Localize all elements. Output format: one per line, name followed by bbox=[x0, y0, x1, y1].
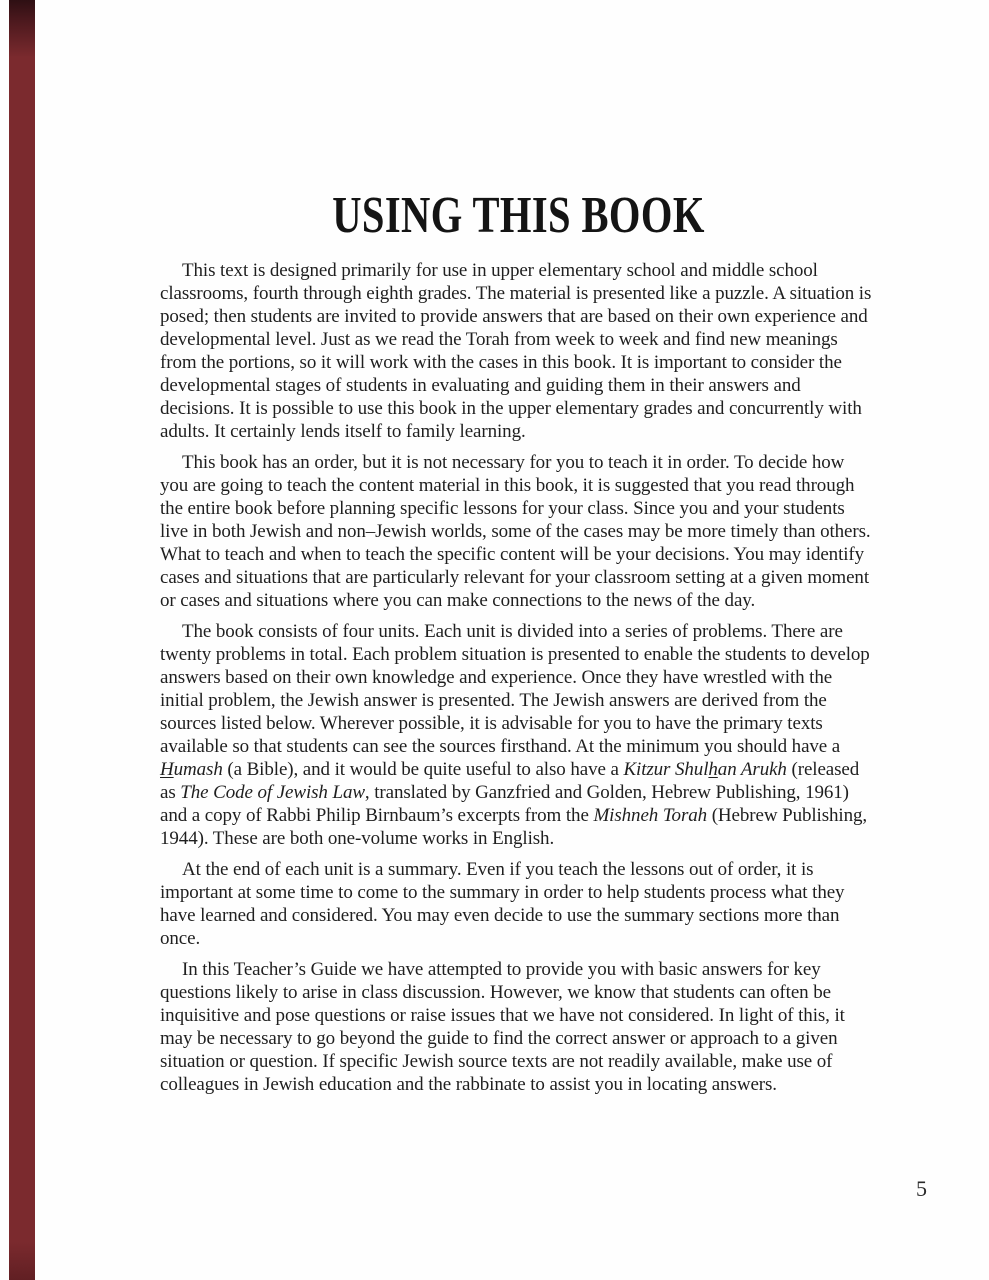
emphasized-text: Mishneh Torah bbox=[593, 805, 708, 826]
body-text-segment: At the end of each unit is a summary. Even if you teach the lessons out of order, it is important at some time to come to the summary in order to help students process what they have learned and considered. You may even decide to use the summary sections more than once. bbox=[160, 859, 845, 949]
emphasized-text: umash bbox=[173, 759, 223, 780]
emphasized-text: an Arukh bbox=[717, 759, 787, 780]
emphasized-text: Kitzur Shul bbox=[623, 759, 709, 780]
paragraph bbox=[160, 858, 877, 950]
body-text-segment: (Hebrew Publishing, 1944). These are both one-volume works in English. bbox=[160, 805, 868, 849]
book-spine-edge bbox=[9, 0, 35, 1280]
body-text-segment: , translated by Ganzfried and Golden, Hebrew Publishing, 1961) and a copy of Rabbi Philip Birnbaum’s excerpts from the bbox=[160, 782, 849, 826]
page-title: USING THIS BOOK bbox=[332, 187, 705, 244]
body-text-segment: (a Bible), and it would be quite useful to also have a bbox=[222, 759, 624, 780]
paragraph bbox=[160, 958, 877, 1096]
body-text-segment: This book has an order, but it is not necessary for you to teach it in order. To decide how you are going to teach the content material in this book, it is suggested that you read through the entire book before planning specific lessons for your class. Since you and your students live in both Jewish and non–Jewish worlds, some of the cases may be more timely than others. What to teach and when to teach the specific content will be your decisions. You may identify cases and situations that are particularly relevant for your classroom setting at a given moment or cases and situations where you can make connections to the news of the day. bbox=[160, 452, 871, 611]
body-text-segment: This text is designed primarily for use in upper elementary school and middle school classrooms, fourth through eighth grades. The material is presented like a puzzle. A situation is posed; then students are invited to provide answers that are based on their own experience and developmental level. Just as we read the Torah from week to week and find new meanings from the portions, so it will work with the cases in this book. It is important to consider the developmental stages of students in evaluating and guiding them in their answers and decisions. It is possible to use this book in the upper elementary grades and concurrently with adults. It certainly lends itself to family learning. bbox=[160, 260, 872, 442]
body-text-segment: (released as bbox=[160, 759, 860, 803]
emphasized-text: h bbox=[708, 759, 718, 780]
paragraph bbox=[160, 620, 877, 850]
paragraph bbox=[160, 259, 877, 443]
paragraph bbox=[160, 451, 877, 612]
body-text-segment: In this Teacher’s Guide we have attempted to provide you with basic answers for key questions likely to arise in class discussion. However, we know that students can often be inquisitive and pose questions or raise issues that we have not considered. In light of this, it may be necessary to go beyond the guide to find the correct answer or approach to a given situation or question. If specific Jewish source texts are not readily available, make use of colleagues in Jewish education and the rabbinate to assist you in locating answers. bbox=[160, 959, 845, 1095]
body-text bbox=[160, 259, 877, 1104]
emphasized-text: The Code of Jewish Law bbox=[180, 782, 365, 803]
emphasized-text: H bbox=[160, 759, 174, 780]
body-text-segment: The book consists of four units. Each unit is divided into a series of problems. There are twenty problems in total. Each problem situation is presented to enable the students to develop answers based on their own knowledge and experience. Once they have wrestled with the initial problem, the Jewish answer is presented. The Jewish answers are derived from the sources listed below. Wherever possible, it is advisable for you to have the primary texts available so that students can see the sources firsthand. At the minimum you should have a bbox=[160, 621, 870, 757]
page-number: 5 bbox=[916, 1176, 927, 1201]
